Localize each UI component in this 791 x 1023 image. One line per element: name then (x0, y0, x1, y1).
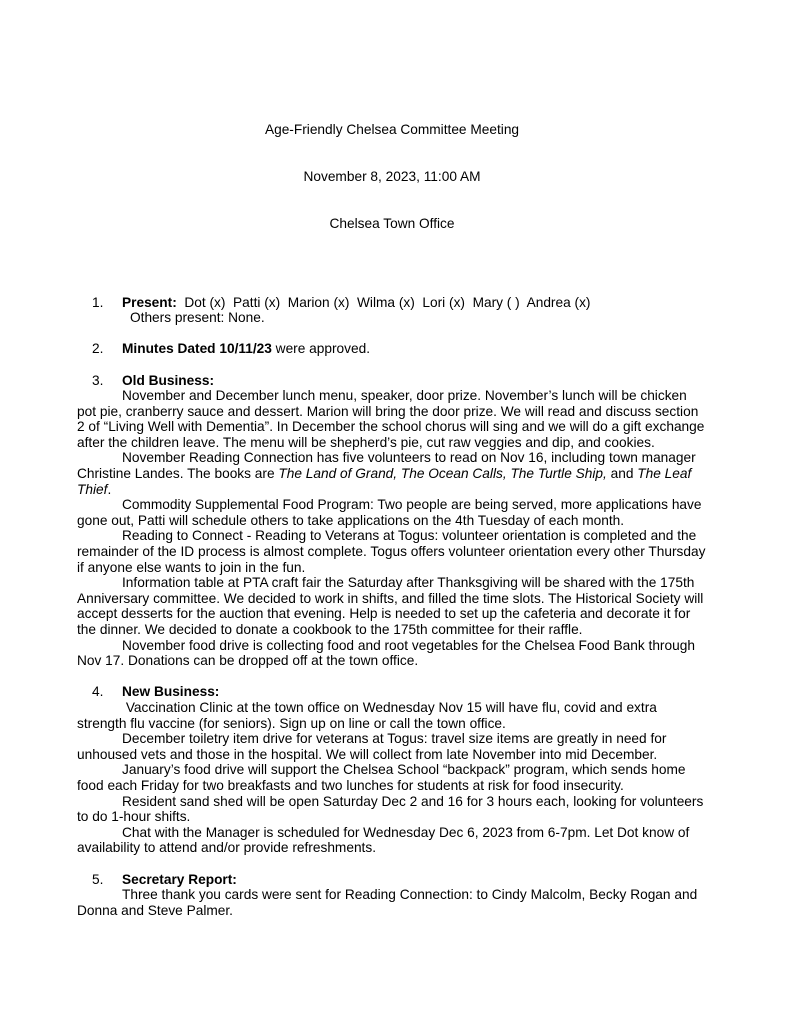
paragraph (77, 310, 707, 326)
text-run: Three thank you cards were sent for Reading Connection: to Cindy Malcolm, Becky Rogan and Donna and Steve Palmer. (77, 887, 701, 918)
text-run: Resident sand shed will be open Saturday Dec 2 and 16 for 3 hours each, looking for volunteers to do 1-hour shifts. (77, 793, 708, 825)
text-run: and (606, 466, 638, 482)
agenda-item-present (77, 295, 707, 326)
paragraph (77, 731, 707, 762)
paragraph (77, 887, 707, 918)
title-line-location: Chelsea Town Office (329, 215, 455, 231)
text-run: Information table at PTA craft fair the Saturday after Thanksgiving will be shared with the 175th Anniversary committee. We decided to work in shifts, and filled the time slots. The Historical Society will accept desserts for the auction that evening. Help is needed to set up the cafeteria and decorate it for the dinner. We decided to donate a cookbook to the 175th committee for their raffle. (77, 575, 708, 637)
italic-text-run: The Leaf Thief (77, 466, 696, 497)
agenda-item-old-business (77, 372, 710, 669)
text-run: Commodity Supplemental Food Program: Two people are being served, more applications have gone out, Patti will schedule others to take applications on the 4th Tuesday of each month. (77, 497, 706, 528)
item-heading-minutes (77, 341, 707, 357)
text-run: Dot (x) Patti (x) Marion (x) Wilma (x) Lori (x) Mary ( ) Andrea (x) (176, 294, 591, 310)
agenda-items (77, 294, 710, 919)
document-title-block (77, 91, 707, 263)
item-number: 1. (92, 294, 104, 310)
paragraph (77, 762, 707, 793)
item-number: 5. (92, 871, 104, 887)
paragraph (77, 638, 707, 669)
text-run: were approved. (271, 341, 371, 357)
paragraph (77, 528, 710, 575)
bold-text-run: Minutes Dated 10/11/23 (122, 341, 272, 357)
paragraph (77, 575, 707, 637)
paragraph (77, 450, 707, 497)
title-line-meeting: Age-Friendly Chelsea Committee Meeting (264, 122, 520, 138)
item-number: 3. (92, 372, 104, 388)
italic-text-run: The Land of Grand, The Ocean Calls, The Turtle Ship, (278, 466, 607, 482)
paragraph (77, 794, 707, 825)
text-run: January’s food drive will support the Chelsea School “backpack” program, which sends home food each Friday for two breakfasts and two lunches for students at risk for food insecurity. (77, 762, 690, 793)
item-number: 4. (92, 684, 104, 700)
bold-text-run: Present: (122, 294, 177, 310)
paragraph (77, 497, 707, 528)
paragraph (77, 825, 707, 856)
document-content (77, 91, 710, 918)
text-run: Vaccination Clinic at the town office on Wednesday Nov 15 will have flu, covid and extra strength flu vaccine (for seniors). Sign up on line or call the town office. (77, 699, 661, 731)
text-run: November Reading Connection has five volunteers to read on Nov 16, including town manager Christine Landes. The books are (77, 450, 700, 482)
text-run: December toiletry item drive for veterans at Togus: travel size items are greatly in need for unhoused vets and those in the hospital. We will collect from late November into mid December. (77, 731, 671, 762)
agenda-item-new-business (77, 684, 707, 856)
text-run: Reading to Connect - Reading to Veterans at Togus: volunteer orientation is completed and the remainder of the ID process is almost complete. Togus offers volunteer orientation every other Thursday if anyone else wants to join in the fun. (77, 528, 710, 575)
bold-text-run: New Business: (122, 684, 220, 700)
text-run: November and December lunch menu, speaker, door prize. November’s lunch will be chicken pot pie, cranberry sauce and dessert. Marion will bring the door prize. We will read and discuss section 2 of “Living Well with Dementia”. In December the school chorus will sing and we will do a gift exchange after the children leave. The menu will be shepherd’s pie, cut raw veggies and dip, and cookies. (77, 388, 709, 450)
item-heading-present (77, 295, 707, 311)
text-run: Chat with the Manager is scheduled for Wednesday Dec 6, 2023 from 6-7pm. Let Dot know of availability to attend and/or provide refreshments. (77, 824, 694, 856)
item-number: 2. (92, 341, 104, 357)
text-run: . (107, 481, 112, 497)
text-run: November food drive is collecting food and root vegetables for the Chelsea Food Bank through Nov 17. Donations can be dropped off at the town office. (77, 637, 699, 669)
title-line-datetime: November 8, 2023, 11:00 AM (303, 168, 481, 184)
item-heading-old-business (77, 373, 707, 389)
bold-text-run: Old Business: (122, 372, 215, 388)
agenda-item-secretary-report (77, 872, 707, 919)
item-heading-new-business (77, 684, 707, 700)
bold-text-run: Secretary Report: (122, 871, 237, 887)
item-heading-secretary-report (77, 872, 707, 888)
agenda-item-minutes (77, 341, 707, 357)
paragraph (77, 388, 707, 450)
paragraph (77, 700, 707, 731)
text-run: Others present: None. (130, 310, 265, 326)
